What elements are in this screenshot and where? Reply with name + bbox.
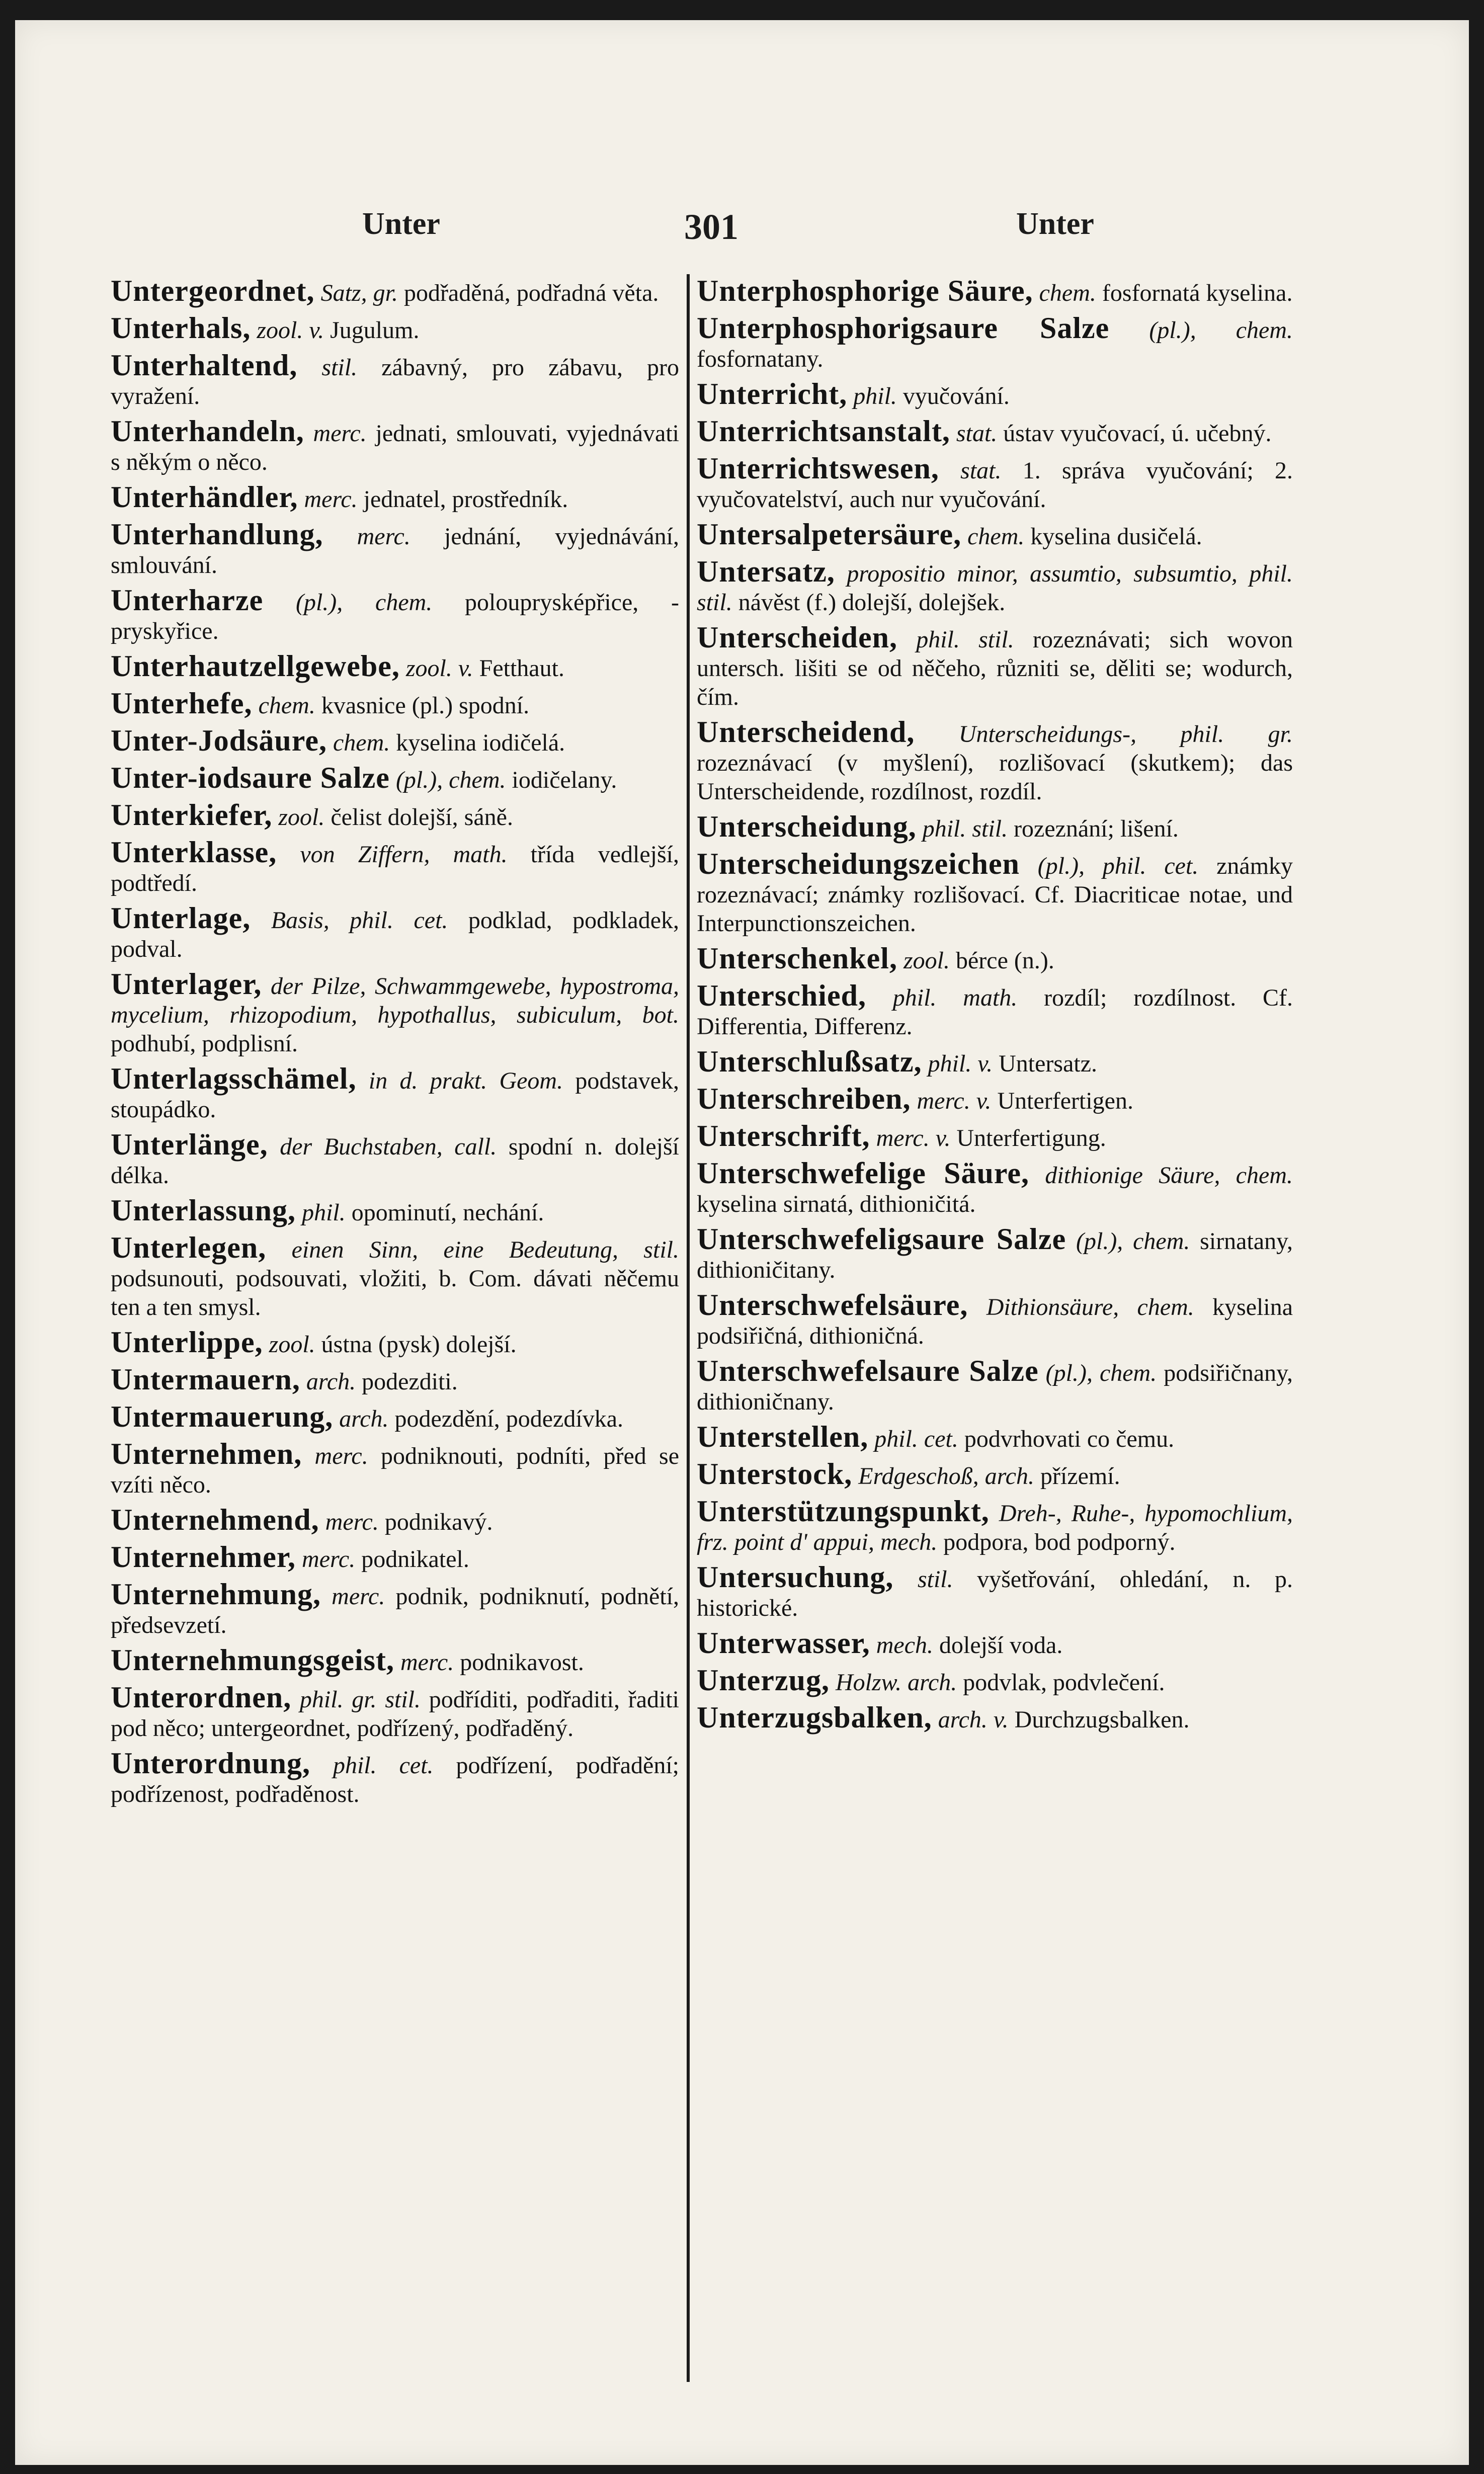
entry-grammar-note: arch. (339, 1406, 389, 1432)
entry-headword: Unterhändler, (111, 480, 298, 514)
entry-headword: Unternehmen, (111, 1437, 302, 1470)
entry-grammar-note: zool. v. (405, 655, 473, 682)
entry-translation: podnikavost. (460, 1649, 584, 1676)
entry-headword: Untergeordnet, (111, 274, 315, 307)
entry-translation: podřízení, podřadění; podřízenost, podřaděnost. (111, 1752, 679, 1807)
entry-grammar-note: phil. stil. (922, 815, 1008, 842)
entry-headword: Untersatz, (697, 555, 835, 588)
left-column (111, 274, 680, 1815)
entry-translation: Durchzugsbalken. (1014, 1706, 1190, 1733)
entry-grammar-note: Unterscheidungs-, phil. gr. (958, 721, 1293, 748)
entry-translation: podstavek, stoupádko. (111, 1067, 679, 1123)
entry-translation: podvrhovati co čemu. (964, 1426, 1175, 1452)
dictionary-entry (111, 838, 679, 897)
entry-translation: čelist dolejší, sáně. (331, 804, 513, 831)
entry-grammar-note: merc. (325, 1509, 379, 1535)
entry-translation: iodičelany. (512, 767, 617, 793)
entry-grammar-note: Holzw. arch. (835, 1669, 957, 1696)
entry-headword: Unterharze (111, 584, 264, 617)
entry-translation: podřaděná, podřadná věta. (403, 280, 659, 306)
dictionary-entry (111, 649, 679, 683)
entry-translation: fosfornatany. (697, 346, 823, 372)
dictionary-entry (697, 1047, 1293, 1078)
dictionary-entry (111, 689, 679, 720)
entry-translation: podnikavý. (384, 1509, 493, 1535)
dictionary-entry (697, 1626, 1293, 1660)
entry-grammar-note: phil. cet. (333, 1752, 434, 1779)
entry-translation: podhubí, podplisní. (111, 1030, 298, 1057)
dictionary-entry (111, 1580, 679, 1639)
entry-grammar-note: zool. (903, 947, 950, 974)
dictionary-entry (697, 557, 1293, 617)
entry-grammar-note: zool. v. (257, 317, 324, 344)
entry-headword: Unterricht, (697, 377, 848, 410)
entry-grammar-note: phil. gr. stil. (299, 1686, 421, 1713)
entry-grammar-note: phil. math. (892, 984, 1018, 1011)
entry-grammar-note: merc. (314, 1443, 368, 1469)
entry-grammar-note: der Buchstaben, call. (280, 1133, 497, 1160)
dictionary-entry (697, 1222, 1293, 1284)
entry-headword: Unterlegen, (111, 1231, 267, 1264)
entry-translation: dolejší voda. (939, 1632, 1063, 1659)
entry-headword: Unterzug, (697, 1664, 830, 1697)
dictionary-entry (697, 454, 1293, 514)
entry-grammar-note: (pl.), chem. (395, 767, 506, 793)
entry-translation: jednání, vyjednávání, smlouvání. (111, 523, 680, 579)
dictionary-entry (697, 311, 1293, 373)
entry-grammar-note: phil. stil. (916, 626, 1014, 653)
entry-translation: kyselina sirnatá, dithioničitá. (697, 1191, 976, 1217)
dictionary-entry (697, 1457, 1293, 1491)
entry-headword: Unterlippe, (111, 1326, 263, 1359)
right-column (697, 274, 1293, 1741)
entry-headword: Unterschrift, (697, 1119, 870, 1152)
entry-translation: podvlak, podvlečení. (963, 1669, 1165, 1696)
entry-translation: vyučování. (902, 383, 1010, 409)
dictionary-entry (111, 480, 679, 514)
dictionary-entry (697, 377, 1293, 410)
entry-headword: Unterhandlung, (111, 518, 323, 551)
entry-headword: Unterwasser, (697, 1626, 870, 1660)
entry-grammar-note: (pl.), chem. (1149, 317, 1293, 344)
dictionary-entry (111, 1503, 679, 1536)
entry-translation: kvasnice (pl.) spodní. (321, 692, 530, 719)
entry-grammar-note: arch. (306, 1368, 356, 1395)
dictionary-entry (111, 967, 680, 1058)
entry-headword: Unterscheiden, (697, 621, 897, 654)
entry-headword: Unterschwefelsaure Salze (697, 1354, 1039, 1387)
entry-headword: Unterhandeln, (111, 415, 304, 448)
entry-headword: Unterphosphorige Säure, (697, 274, 1033, 307)
entry-translation: podpora, bod podporný. (943, 1529, 1176, 1555)
entry-headword: Unternehmer, (111, 1540, 296, 1574)
entry-headword: Unternehmungsgeist, (111, 1643, 395, 1677)
dictionary-entry (697, 1119, 1293, 1152)
dictionary-entry (111, 1196, 679, 1227)
entry-headword: Untermauerung, (111, 1400, 334, 1433)
entry-grammar-note: merc. (302, 1546, 356, 1573)
entry-headword: Unterzugsbalken, (697, 1701, 932, 1734)
entry-translation: ústna (pysk) dolejší. (321, 1331, 517, 1358)
entry-headword: Untersalpetersäure, (697, 518, 962, 551)
entry-grammar-note: merc. (313, 420, 367, 447)
entry-grammar-note: merc. v. (917, 1088, 992, 1114)
entry-headword: Unter-iodsaure Salze (111, 761, 390, 794)
entry-headword: Unterscheidungszeichen (697, 847, 1020, 880)
dictionary-entry (697, 1159, 1293, 1218)
entry-grammar-note: (pl.), chem. (1076, 1228, 1190, 1255)
dictionary-entry (697, 1560, 1293, 1622)
entry-headword: Unterschied, (697, 979, 866, 1012)
entry-translation: podnik, podniknutí, podnětí, předsevzetí. (111, 1583, 680, 1638)
entry-headword: Unterschlußsatz, (697, 1045, 922, 1078)
entry-headword: Unterlänge, (111, 1128, 268, 1161)
page-number: 301 (684, 207, 738, 247)
entry-grammar-note: chem. (1039, 280, 1096, 306)
entry-headword: Unterordnung, (111, 1747, 310, 1780)
entry-grammar-note: von Ziffern, math. (300, 841, 508, 868)
dictionary-entry (697, 417, 1293, 448)
entry-translation: polouprysképřice, -pryskyřice. (111, 589, 679, 644)
dictionary-entry (697, 274, 1293, 307)
entry-grammar-note: phil. cet. (874, 1426, 958, 1452)
dictionary-entry (111, 1064, 679, 1124)
header-right-guideword: Unter (1016, 207, 1094, 241)
entry-translation: známky rozeznávací; známky rozlišovací. Cf. Diacriticae notae, und Interpunctionszeichen. (697, 853, 1293, 937)
entry-translation: 1. správa vyučování; 2. vyučovatelství, auch nur vyučování. (697, 457, 1293, 513)
entry-headword: Unterschwefelige Säure, (697, 1157, 1030, 1190)
entry-translation: kyselina iodičelá. (396, 729, 565, 756)
entry-grammar-note: (pl.), phil. cet. (1037, 853, 1199, 879)
entry-grammar-note: Basis, phil. cet. (271, 907, 448, 934)
dictionary-entry (111, 1683, 679, 1743)
entry-translation: třída vedlejší, podtředí. (111, 841, 680, 896)
entry-headword: Unterschenkel, (697, 942, 897, 975)
entry-grammar-note: der Pilze, Schwammgewebe, hypostroma, mycelium, rhizopodium, hypothallus, subiculum, bot. (111, 973, 680, 1028)
entry-translation: rozeznávací (v myšlení), rozlišovací (skutkem); das Unterscheidende, rozdílnost, rozdíl. (697, 750, 1293, 805)
entry-grammar-note: merc. (400, 1649, 454, 1676)
entry-translation: opominutí, nechání. (351, 1199, 544, 1226)
dictionary-entry (697, 1082, 1293, 1115)
entry-headword: Unterhaltend, (111, 349, 298, 382)
header-left-guideword: Unter (362, 207, 440, 241)
entry-grammar-note: mech. (876, 1632, 934, 1659)
dictionary-entry (111, 586, 679, 645)
entry-headword: Unterhautzellgewebe, (111, 649, 400, 683)
entry-translation: ústav vyučovací, ú. učebný. (1003, 420, 1272, 447)
entry-translation: rozeznání; lišení. (1014, 815, 1179, 842)
entry-grammar-note: merc. v. (876, 1125, 951, 1151)
entry-translation: bérce (n.). (955, 947, 1054, 974)
dictionary-entry (111, 1233, 679, 1322)
entry-headword: Unter-Jodsäure, (111, 724, 327, 757)
entry-grammar-note: Dreh-, Ruhe-, hypomochlium, frz. point d' appui, mech. (697, 1500, 1293, 1555)
entry-headword: Unterrichtswesen, (697, 452, 939, 485)
entry-translation: podezditi. (362, 1368, 458, 1395)
dictionary-entry (697, 1354, 1293, 1416)
dictionary-page (15, 20, 1469, 2465)
entry-grammar-note: zool. (269, 1331, 315, 1358)
entry-translation: přízemí. (1040, 1463, 1120, 1490)
entry-grammar-note: phil. (302, 1199, 346, 1226)
dictionary-entry (111, 1328, 679, 1359)
entry-headword: Unterlage, (111, 901, 251, 935)
entry-translation: Fetthaut. (479, 655, 564, 682)
entry-grammar-note: stil. (917, 1566, 953, 1593)
entry-headword: Unterscheidend, (697, 715, 915, 749)
entry-translation: jednatel, prostředník. (363, 486, 568, 513)
dictionary-entry (697, 1497, 1293, 1556)
entry-grammar-note: phil. v. (928, 1050, 993, 1077)
entry-grammar-note: in d. prakt. Geom. (368, 1067, 563, 1094)
entry-headword: Unterscheidung, (697, 810, 917, 843)
entry-grammar-note: phil. (853, 383, 897, 409)
entry-translation: kyselina dusičelá. (1030, 523, 1202, 550)
entry-translation: podsunouti, podsouvati, vložiti, b. Com. dávati něčemu ten a ten smysl. (111, 1265, 679, 1321)
entry-headword: Unterlassung, (111, 1194, 296, 1227)
dictionary-entry (697, 847, 1293, 938)
entry-translation: podnikatel. (361, 1546, 469, 1573)
dictionary-entry (111, 798, 679, 832)
entry-grammar-note: arch. v. (938, 1706, 1009, 1733)
entry-translation: Untersatz. (999, 1050, 1098, 1077)
entry-translation: vyšetřování, ohledání, n. p. historické. (697, 1566, 1293, 1621)
entry-translation: rozdíl; rozdílnost. Cf. Differentia, Differenz. (697, 984, 1293, 1040)
entry-grammar-note: chem. (258, 692, 315, 719)
entry-grammar-note: merc. (304, 486, 358, 513)
entry-headword: Unterstellen, (697, 1420, 869, 1453)
entry-headword: Unterschreiben, (697, 1082, 911, 1115)
entry-grammar-note: Erdgeschoß, arch. (858, 1463, 1034, 1490)
entry-grammar-note: stil. (321, 354, 358, 381)
dictionary-entry (111, 1749, 679, 1808)
dictionary-entry (111, 520, 679, 580)
entry-headword: Unterrichtsanstalt, (697, 415, 950, 448)
entry-grammar-note: chem. (967, 523, 1025, 550)
entry-headword: Unternehmung, (111, 1578, 321, 1611)
entry-headword: Unterhefe, (111, 687, 253, 720)
entry-headword: Untermauern, (111, 1363, 300, 1396)
dictionary-entry (111, 761, 679, 794)
entry-headword: Unterlagsschämel, (111, 1062, 357, 1095)
entry-grammar-note: (pl.), chem. (295, 589, 433, 616)
dictionary-entry (111, 417, 679, 476)
entry-translation: sirnatany, dithioničitany. (697, 1228, 1293, 1283)
entry-headword: Unterphosphorigsaure Salze (697, 311, 1110, 345)
dictionary-entry (697, 1703, 1293, 1734)
entry-grammar-note: chem. (333, 729, 390, 756)
entry-grammar-note: merc. (357, 523, 410, 550)
entry-grammar-note: (pl.), chem. (1045, 1360, 1157, 1386)
dictionary-entry (111, 1400, 679, 1433)
dictionary-entry (111, 1643, 679, 1677)
entry-grammar-note: merc. (332, 1583, 385, 1610)
dictionary-entry (111, 274, 679, 307)
dictionary-entry (697, 1666, 1293, 1697)
dictionary-entry (697, 981, 1293, 1041)
entry-translation: podklad, podkladek, podval. (111, 907, 680, 962)
entry-headword: Unterschwefeligsaure Salze (697, 1222, 1066, 1256)
entry-translation: podniknouti, podníti, před se vzíti něco. (111, 1443, 679, 1498)
dictionary-entry (697, 623, 1293, 711)
dictionary-entry (697, 1420, 1293, 1453)
entry-translation: zábavný, pro zábavu, pro vyražení. (111, 354, 680, 409)
entry-translation: návěst (f.) dolejší, dolejšek. (738, 589, 1006, 616)
dictionary-entry (111, 901, 680, 963)
entry-translation: Jugulum. (330, 317, 420, 344)
entry-headword: Unterklasse, (111, 836, 277, 869)
dictionary-entry (111, 351, 679, 410)
entry-translation: rozeznávati; sich wovon untersch. lišiti se od něčeho, různiti se, děliti se; wodurch, čím. (697, 626, 1293, 710)
entry-grammar-note: zool. (278, 804, 325, 831)
dictionary-entry (111, 726, 679, 757)
entry-headword: Unterstock, (697, 1457, 853, 1491)
entry-grammar-note: Satz, gr. (320, 280, 398, 306)
entry-grammar-note: stat. (960, 457, 1002, 484)
dictionary-entry (697, 715, 1293, 806)
entry-headword: Unterordnen, (111, 1681, 292, 1714)
entry-headword: Unterhals, (111, 311, 251, 345)
entry-grammar-note: dithionige Säure, chem. (1045, 1162, 1293, 1189)
entry-translation: jednati, smlouvati, vyjednávati s někým o něco. (111, 420, 679, 475)
entry-grammar-note: Dithionsäure, chem. (986, 1294, 1194, 1321)
entry-translation: podsiřičnany, dithioničnany. (697, 1360, 1293, 1415)
entry-translation: Unterfertigung. (956, 1125, 1106, 1151)
dictionary-entry (111, 1437, 679, 1499)
entry-headword: Unternehmend, (111, 1503, 319, 1536)
entry-grammar-note: stat. (956, 420, 998, 447)
entry-translation: Unterfertigen. (997, 1088, 1133, 1114)
page-header (15, 206, 1469, 252)
dictionary-entry (697, 812, 1293, 843)
entry-headword: Unterkiefer, (111, 798, 273, 832)
entry-headword: Unterstützungspunkt, (697, 1495, 990, 1528)
entry-translation: spodní n. dolejší délka. (111, 1133, 680, 1189)
dictionary-entry (111, 1540, 679, 1574)
dictionary-entry (697, 520, 1293, 551)
dictionary-entry (111, 1130, 679, 1190)
column-divider (687, 274, 690, 2382)
entry-translation: podezdění, podezdívka. (394, 1406, 623, 1432)
dictionary-entry (111, 1365, 679, 1396)
entry-headword: Unterlager, (111, 967, 262, 1001)
dictionary-entry (697, 944, 1293, 975)
entry-translation: kyselina podsiřičná, dithioničná. (697, 1294, 1293, 1349)
entry-translation: fosfornatá kyselina. (1102, 280, 1293, 306)
entry-translation: podříditi, podřaditi, řaditi pod něco; untergeordnet, podřízený, podřaděný. (111, 1686, 679, 1742)
entry-grammar-note: propositio minor, assumtio, subsumtio, phil. stil. (697, 560, 1293, 616)
entry-headword: Untersuchung, (697, 1560, 894, 1594)
dictionary-entry (111, 311, 679, 345)
entry-grammar-note: einen Sinn, eine Bedeutung, stil. (291, 1236, 679, 1263)
dictionary-entry (697, 1288, 1293, 1350)
entry-headword: Unterschwefelsäure, (697, 1288, 968, 1322)
